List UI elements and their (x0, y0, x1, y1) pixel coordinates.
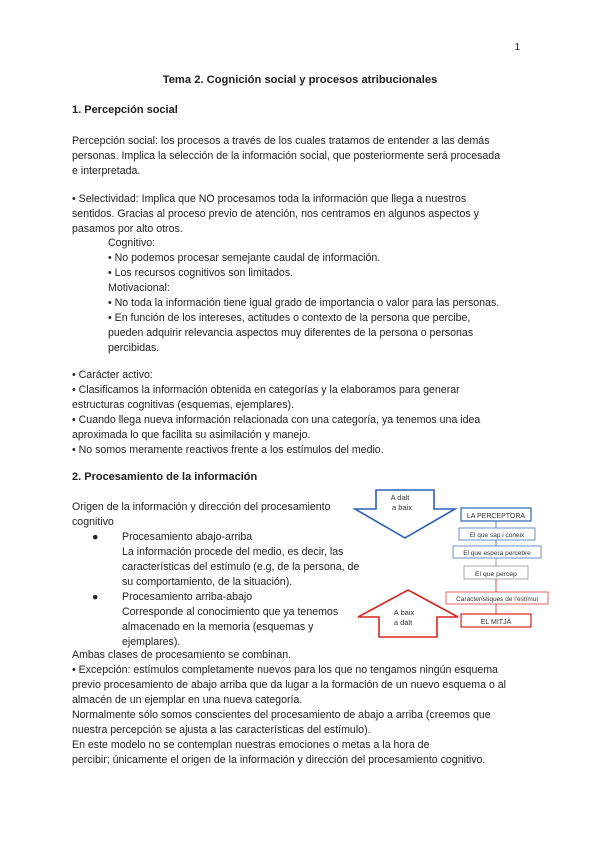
cognitivo-label: Cognitivo: (108, 237, 156, 249)
caracter-activo-paragraph: • Carácter activo: • Clasificamos la información obtenida en categorías y la elaboramos para generar estructuras cognitivas (esquemas, ejemplares). • Cuando llega nueva información relacionada con una categoría, ya tenemos una idea aproximada lo que facilita su asimilación y manejo. • No somos meramente reactivos frente a los estímulos del medio. (72, 369, 481, 456)
processing-list: Origen de la información y dirección del procesamiento cognitivo ● Procesamiento abajo-arriba La información procede del medio, es decir, las características del estímulo (e.g, de la persona, de su comportamiento, de la situación). ● Procesamiento arriba-abajo Corresponde al conocimiento que ya tenemos almacenado en la memoria (esquemas y ejemplares). (72, 500, 372, 650)
closing-paragraph: Ambas clases de procesamiento se combinan. • Excepción: estímulos completamente nuevos para los que no tengamos ningún esquema previo procesamiento de abajo arriba que da lugar a la formación de un nuevo esquema o al almacén de un ejemplar en una nueva categoría. Normalmente sólo somos conscientes del procesamiento de abajo a arriba (creemos que nuestra percepción se ajusta a las características del estímulo). En este modelo no se contemplan nuestras emociones o metas a la hora de percibir; únicamente el origen de la información y dirección del procesamiento cognitivo. (72, 649, 507, 766)
box-percep-label: El que percep (475, 571, 517, 578)
list-item: • Los recursos cognitivos son limitados. (108, 267, 294, 279)
page-title: Tema 2. Cognición social y procesos atribucionales (162, 74, 438, 86)
bullet-icon: ● (92, 531, 99, 543)
up-arrow-label: a dalt (393, 618, 413, 627)
box-sap-coneix-label: El que sap i coneix (469, 532, 525, 539)
box-espera-percebre-label: El que espera percebre (463, 550, 531, 557)
list-item: • En función de los intereses, actitudes o contexto de la persona que percibe, (108, 312, 471, 324)
box-perceptora-label: LA PERCEPTORA (466, 513, 526, 520)
bullet-icon: ● (92, 591, 99, 603)
section2-heading: 2. Procesamiento de la información (72, 471, 258, 483)
page-number: 1 (514, 42, 520, 53)
list-item-cont: percibidas. (108, 342, 160, 354)
down-arrow-label: A dalt (390, 493, 410, 502)
list-item: • No podemos procesar semejante caudal de información. (108, 252, 381, 264)
list-item-cont: pueden adquirir relevancia aspectos muy diferentes de la persona o personas (108, 327, 474, 339)
section1-heading: 1. Percepción social (72, 104, 178, 116)
selectividad-paragraph: • Selectividad: Implica que NO procesamos toda la información que llega a nuestros sentidos. Gracias al proceso previo de atención, nos centramos en algunos aspectos y pasamos por alto otros. (72, 193, 479, 235)
motivacional-label: Motivacional: (108, 282, 170, 294)
box-mitja-label: EL MITJÀ (480, 619, 512, 626)
list-item: • No toda la información tiene igual grado de importancia o valor para las personas. (108, 297, 500, 309)
list-item: ● Procesamiento arriba-abajo (92, 591, 253, 603)
down-arrow-label: a baix (391, 503, 413, 512)
list-item: ● Procesamiento abajo-arriba (92, 531, 253, 543)
up-arrow-label: A baix (393, 608, 415, 617)
box-caracteristiques-label: Característiques de l'estímul (456, 596, 538, 603)
definition-paragraph: Percepción social: los procesos a través de los cuales tratamos de entender a las demás personas. Implica la selección de la información social, que posteriormente será procesada e interpretada. (72, 135, 501, 177)
